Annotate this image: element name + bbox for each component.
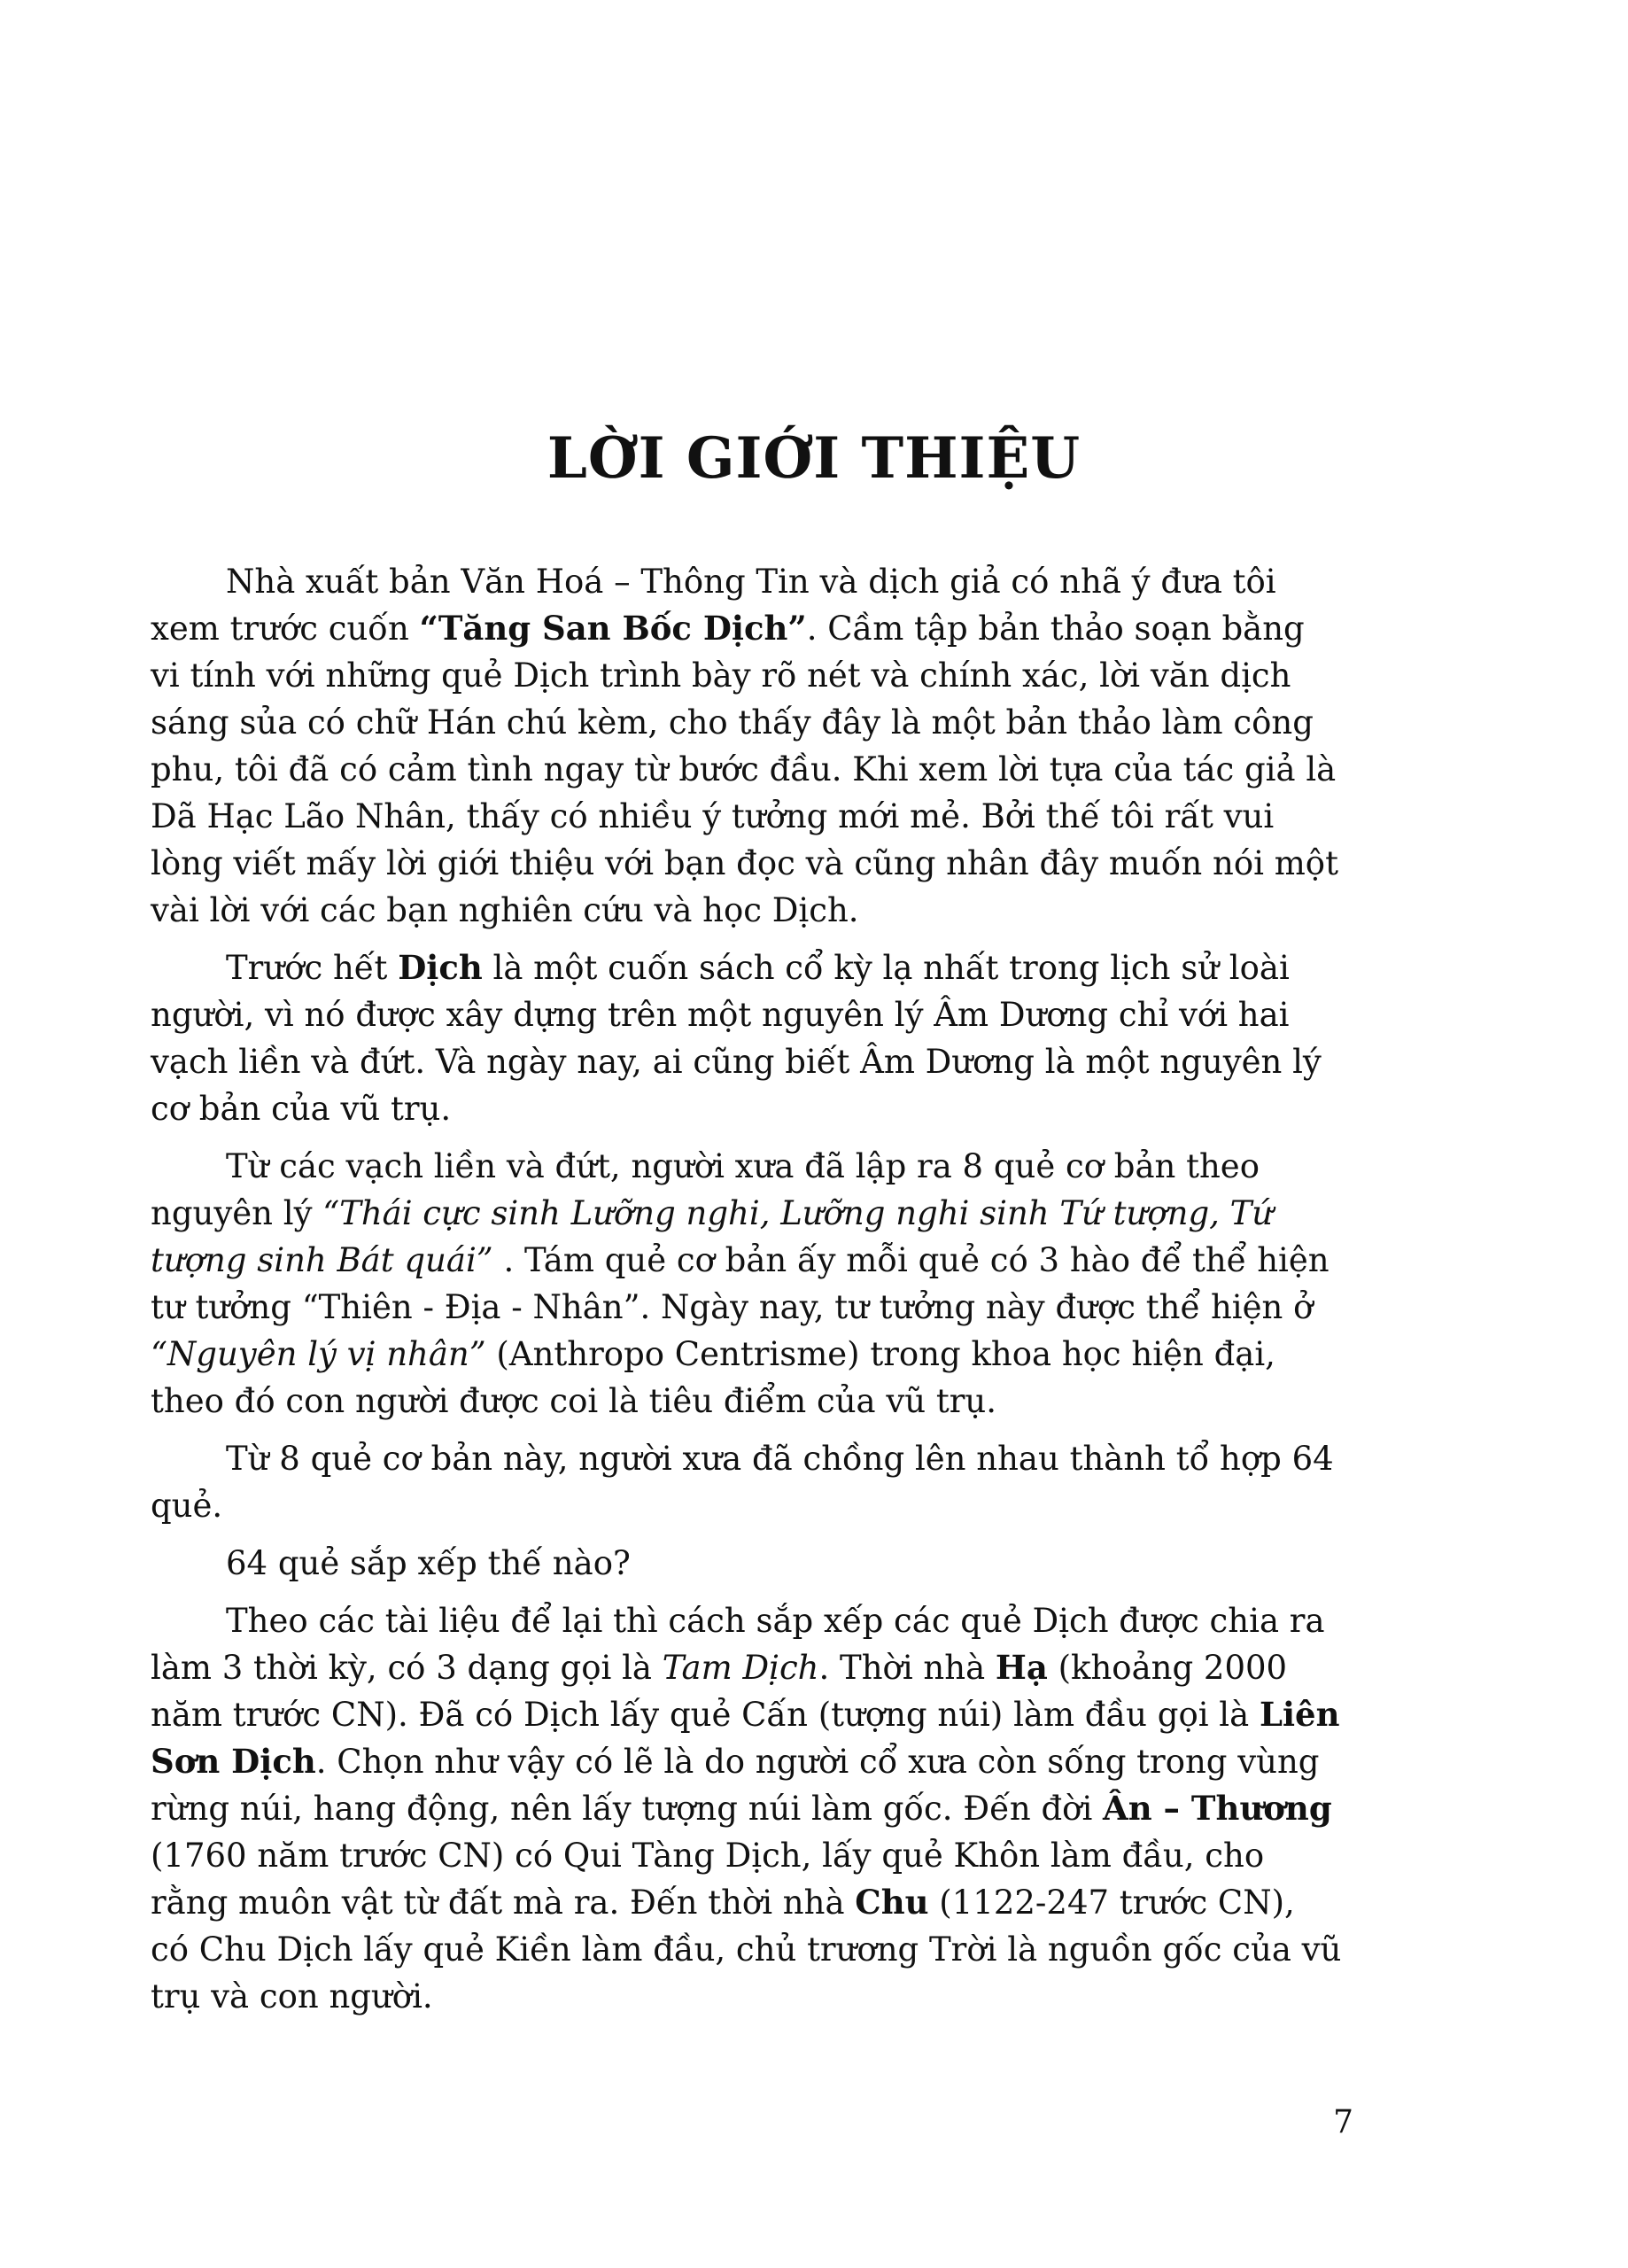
text-run: (1760 năm trước CN) có Qui Tàng Dịch, lấy quẻ Khôn làm đầu, cho rằng muôn vật từ đất mà ra. Đến thời nhà	[151, 1837, 1265, 1922]
text-run: . Thời nhà	[818, 1649, 996, 1687]
italic-quote: “Nguyên lý vị nhân”	[151, 1335, 486, 1373]
bold-term: Dịch	[398, 948, 483, 987]
paragraph-tam-dich	[151, 1597, 1342, 2020]
text-run: 64 quẻ sắp xếp thế nào?	[226, 1544, 631, 1582]
text-run: Trước hết	[226, 949, 399, 987]
text-run: Từ 8 quẻ cơ bản này, người xưa đã chồng lên nhau thành tổ hợp 64 quẻ.	[151, 1440, 1334, 1525]
bold-term: Liên Sơn Dịch	[151, 1695, 1340, 1781]
book-title-bold: “Tăng San Bốc Dịch”	[419, 609, 807, 648]
text-run: Nhà xuất bản Văn Hoá – Thông Tin và dịch giả có nhã ý đưa tôi xem trước cuốn	[151, 563, 1276, 648]
bold-term: Chu	[855, 1883, 929, 1922]
text-run: . Cầm tập bản thảo soạn bằng vi tính với những quẻ Dịch trình bày rõ nét và chính xác, lời văn dịch sáng sủa có chữ Hán chú kèm, cho thấy đây là một bản thảo làm công phu, tôi đã có cảm tình ngay từ bước đầu. Khi xem lời tựa của tác giả là Dã Hạc Lão Nhân, thấy có nhiều ý tưởng mới mẻ. Bởi thế tôi rất vui lòng viết mấy lời giới thiệu với bạn đọc và cũng nhân đây muốn nói một vài lời với các bạn nghiên cứu và học Dịch.	[151, 610, 1338, 929]
text-run: là một cuốn sách cổ kỳ lạ nhất trong lịch sử loài người, vì nó được xây dựng trên một nguyên lý Âm Dương chỉ với hai vạch liền và đứt. Và ngày nay, ai cũng biết Âm Dương là một nguyên lý cơ bản của vũ trụ.	[151, 949, 1322, 1128]
paragraph-eight-trigrams	[151, 1143, 1342, 1425]
text-run: Theo các tài liệu để lại thì cách sắp xếp các quẻ Dịch được chia ra làm 3 thời kỳ, có 3 dạng gọi là	[151, 1602, 1325, 1687]
text-run: Từ các vạch liền và đứt, người xưa đã lập ra 8 quẻ cơ bản theo nguyên lý	[151, 1147, 1260, 1232]
paragraph-question	[151, 1540, 1342, 1587]
page-number: 7	[1333, 2104, 1353, 2140]
text-run: . Tám quẻ cơ bản ấy mỗi quẻ có 3 hào để thể hiện tư tưởng “Thiên - Địa - Nhân”. Ngày nay, tư tưởng này được thể hiện ở	[151, 1241, 1330, 1326]
bold-term: Hạ	[995, 1648, 1048, 1687]
paragraph-64-hexagrams	[151, 1435, 1342, 1529]
bold-term: Ân – Thương	[1103, 1789, 1332, 1828]
paragraph-dich	[151, 944, 1342, 1132]
italic-quote: “Thái cực sinh Lưỡng nghi, Lưỡng nghi sinh Tứ tượng, Tứ tượng sinh Bát quái”	[151, 1194, 1274, 1279]
page-title: LỜI GIỚI THIỆU	[547, 425, 1081, 492]
italic-term: Tam Dịch	[662, 1649, 819, 1687]
body-text	[151, 558, 1342, 2031]
text-run: . Chọn như vậy có lẽ là do người cổ xưa còn sống trong vùng rừng núi, hang động, nên lấy tượng núi làm gốc. Đến đời	[151, 1743, 1320, 1828]
text-run: (Anthropo Centrisme) trong khoa học hiện đại, theo đó con người được coi là tiêu điểm của vũ trụ.	[151, 1335, 1275, 1420]
paragraph-intro	[151, 558, 1342, 934]
text-run: (khoảng 2000 năm trước CN). Đã có Dịch lấy quẻ Cấn (tượng núi) làm đầu gọi là	[151, 1649, 1288, 1734]
text-run: (1122-247 trước CN), có Chu Dịch lấy quẻ Kiền làm đầu, chủ trương Trời là nguồn gốc của vũ trụ và con người.	[151, 1884, 1342, 2016]
